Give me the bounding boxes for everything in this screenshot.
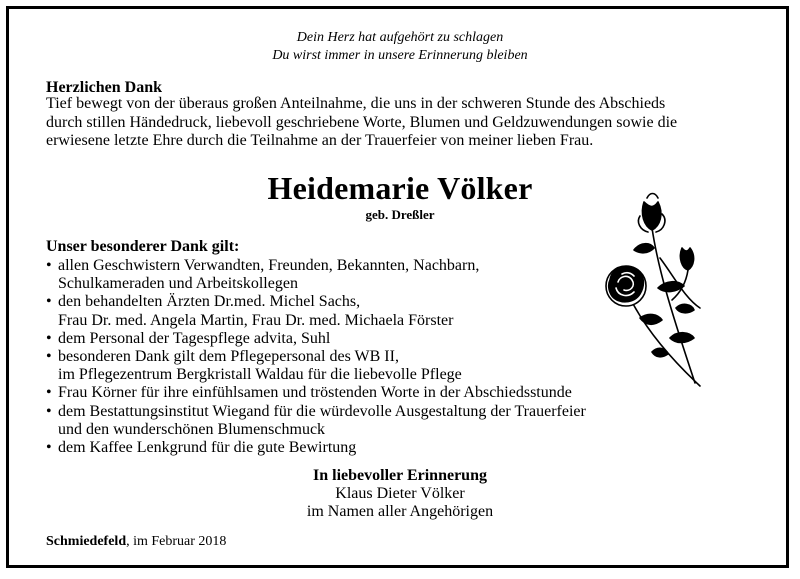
list-item-text: besonderen Dank gilt dem Pflegepersonal des WB II, <box>58 348 399 366</box>
list-item-text: den behandelten Ärzten Dr.med. Michel Sachs, <box>58 293 361 311</box>
list-item <box>46 403 686 421</box>
bullet: • <box>46 402 52 420</box>
list-item-continuation: Schulkameraden und Arbeitskollegen <box>58 275 298 293</box>
list-item-continuation: Frau Dr. med. Angela Martin, Frau Dr. med. Michaela Förster <box>58 311 454 329</box>
special-thanks-title: Unser besonderer Dank gilt: <box>46 238 240 255</box>
place-date <box>46 534 226 550</box>
thanks-text <box>46 95 766 151</box>
bullet: • <box>46 329 52 347</box>
list-item-text: Frau Körner für ihre einfühlsamen und tröstenden Worte in der Abschiedsstunde <box>58 384 572 402</box>
list-item <box>46 330 686 348</box>
deceased-name: Heidemarie Völker <box>267 170 533 206</box>
list-item-text: dem Kaffee Lenkgrund für die gute Bewirtung <box>58 439 357 457</box>
closing-signatory: Klaus Dieter Völker <box>335 485 465 502</box>
list-item-text: allen Geschwistern Verwandten, Freunden, Bekannten, Nachbarn, <box>58 257 480 274</box>
thanks-line: durch stillen Händedruck, liebevoll geschriebene Worte, Blumen und Geldzuwendungen sowie die <box>46 113 678 131</box>
quote-line-2: Du wirst immer in unsere Erinnerung bleiben <box>272 48 528 63</box>
place-name: Schmiedefeld <box>46 534 127 549</box>
thanks-line: erwiesene letzte Ehre durch die Teilnahme an der Trauerfeier von meiner lieben Frau. <box>46 132 594 149</box>
bullet: • <box>46 439 52 457</box>
thanks-line: Tief bewegt von der überaus großen Anteilnahme, die uns in der schweren Stunde des Abschieds <box>46 95 666 112</box>
bullet: • <box>46 257 52 274</box>
list-item-continuation: im Pflegezentrum Bergkristall Waldau für die liebevolle Pflege <box>58 366 462 384</box>
list-item <box>46 439 686 457</box>
bullet: • <box>46 348 52 366</box>
bullet: • <box>46 384 52 402</box>
list-item-continuation: und den wunderschönen Blumenschmuck <box>58 420 326 438</box>
maiden-name: geb. Dreßler <box>365 207 435 222</box>
thanks-title: Herzlichen Dank <box>46 79 162 96</box>
closing-title: In liebevoller Erinnerung <box>313 467 487 484</box>
bullet: • <box>46 293 52 311</box>
quote-line-1: Dein Herz hat aufgehört zu schlagen <box>296 30 504 45</box>
list-item <box>46 384 686 402</box>
list-item-text: dem Bestattungsinstitut Wiegand für die würdevolle Ausgestaltung der Trauerfeier <box>58 402 586 420</box>
special-thanks-list <box>46 257 686 457</box>
list-item <box>46 293 686 311</box>
list-item <box>46 257 686 275</box>
list-item <box>46 348 686 366</box>
rose-icon <box>600 188 710 388</box>
list-item-text: dem Personal der Tagespflege advita, Suhl <box>58 329 331 347</box>
closing-family: im Namen aller Angehörigen <box>306 503 494 520</box>
date-text: , im Februar 2018 <box>126 534 227 549</box>
